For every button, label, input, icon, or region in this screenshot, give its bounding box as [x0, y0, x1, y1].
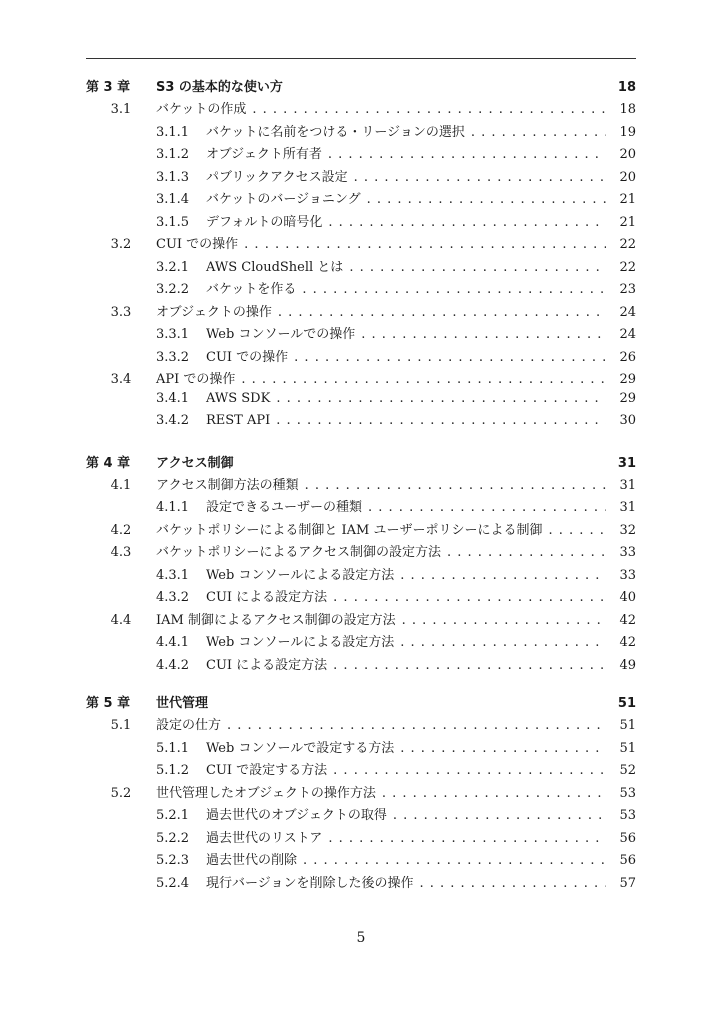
entry-number: 3.1.3	[156, 169, 190, 185]
entry-number	[86, 523, 156, 538]
toc-chapter-row[interactable]	[86, 76, 636, 98]
entry-title: バケットポリシーによる制御と IAM ユーザーポリシーによる制御	[156, 522, 543, 538]
dot-leader	[270, 391, 606, 406]
toc-subsection-row[interactable]	[86, 872, 636, 895]
entry-number-text: 3.2	[110, 237, 132, 252]
entry-number	[86, 786, 156, 801]
entry-title: バケットに名前をつける・リージョンの選択	[206, 124, 465, 140]
entry-number-text: 4.2	[110, 522, 132, 538]
entry-number: 3.1.1	[156, 124, 190, 140]
chapter-number: 第 4 章	[86, 455, 131, 471]
dot-leader	[396, 613, 606, 628]
toc-section-row[interactable]	[86, 609, 636, 632]
dot-leader	[542, 523, 606, 538]
entry-title: バケットのバージョニング	[206, 192, 361, 207]
entry-title: Web コンソールで設定する方法	[206, 740, 395, 756]
entry-title: オブジェクト所有者	[206, 147, 322, 162]
entry-number: 4.1.1	[156, 500, 190, 515]
toc-section-row[interactable]	[86, 301, 636, 324]
entry-number	[86, 372, 156, 387]
toc-subsection-row[interactable]	[86, 631, 636, 654]
toc-chapter-row[interactable]	[86, 692, 636, 714]
chapter-title: アクセス制御	[156, 455, 234, 471]
dot-leader	[355, 327, 606, 342]
toc-subsection-row[interactable]	[86, 564, 636, 587]
toc-section-row[interactable]	[86, 233, 636, 256]
toc-section-row[interactable]	[86, 474, 636, 497]
toc-subsection-row[interactable]	[86, 211, 636, 234]
dot-leader	[394, 741, 606, 756]
entry-page: 29	[619, 390, 636, 406]
entry-page: 30	[619, 413, 636, 428]
entry-page: 53	[619, 785, 636, 801]
entry-number	[86, 718, 156, 733]
entry-number: 5.1.1	[156, 740, 190, 756]
dot-leader	[238, 237, 606, 252]
toc-section-row[interactable]	[86, 714, 636, 737]
toc-subsection-row[interactable]	[86, 413, 636, 436]
toc-subsection-row[interactable]	[86, 654, 636, 677]
entry-title: バケットポリシーによるアクセス制御の設定方法	[156, 545, 441, 560]
entry-page: 52	[619, 763, 636, 778]
dot-leader	[270, 413, 606, 428]
dot-leader	[441, 545, 606, 560]
toc-subsection-row[interactable]	[86, 278, 636, 301]
entry-number: 5.2.4	[156, 875, 190, 891]
entry-number-text: 3.1	[110, 102, 132, 117]
entry-number	[86, 102, 156, 117]
dot-leader	[322, 147, 606, 162]
dot-leader	[299, 478, 606, 493]
toc-subsection-row[interactable]	[86, 827, 636, 850]
dot-leader	[413, 876, 606, 891]
entry-title: REST API	[206, 413, 271, 428]
entry-title: バケットの作成	[156, 102, 247, 117]
toc-subsection-row[interactable]	[86, 586, 636, 609]
dot-leader	[362, 500, 606, 515]
entry-number: 3.1.4	[156, 192, 190, 207]
entry-page: 22	[619, 259, 636, 275]
entry-page: 57	[619, 875, 636, 891]
entry-title: オブジェクトの操作	[156, 304, 272, 320]
toc-subsection-row[interactable]	[86, 323, 636, 346]
entry-title: Web コンソールによる設定方法	[206, 567, 395, 583]
entry-title: CUI による設定方法	[206, 590, 328, 605]
chapter-title: S3 の基本的な使い方	[156, 80, 283, 95]
toc-subsection-row[interactable]	[86, 188, 636, 211]
dot-leader	[327, 590, 606, 605]
dot-leader	[465, 125, 606, 140]
entry-title: AWS CloudShell とは	[206, 259, 344, 275]
entry-page: 51	[619, 740, 636, 756]
toc-subsection-row[interactable]	[86, 849, 636, 872]
toc-subsection-row[interactable]	[86, 143, 636, 166]
entry-page: 29	[619, 372, 636, 387]
dot-leader	[221, 718, 606, 733]
toc-subsection-row[interactable]	[86, 804, 636, 827]
chapter-number: 第 5 章	[86, 696, 131, 711]
entry-page: 56	[619, 853, 636, 868]
entry-number-text: 4.4	[110, 612, 132, 628]
entry-page: 18	[619, 102, 636, 117]
toc-subsection-row[interactable]	[86, 391, 636, 414]
entry-title: デフォルトの暗号化	[206, 214, 323, 230]
chapter-page: 31	[617, 455, 636, 471]
dot-leader	[322, 215, 606, 230]
dot-leader	[394, 635, 606, 650]
entry-number-text: 3.3	[110, 304, 132, 320]
entry-number	[86, 237, 156, 252]
chapter-title: 世代管理	[156, 696, 209, 711]
toc-section-row[interactable]	[86, 368, 636, 391]
entry-number: 3.4.2	[156, 413, 190, 428]
entry-number: 3.2.1	[156, 259, 190, 275]
entry-title: 現行バージョンを削除した後の操作	[206, 875, 414, 891]
entry-title: 設定できるユーザーの種類	[206, 500, 363, 515]
chapter-page: 51	[617, 696, 636, 711]
dot-leader	[327, 763, 606, 778]
dot-leader	[348, 170, 606, 185]
table-of-contents	[86, 76, 636, 894]
entry-title: 世代管理したオブジェクトの操作方法	[156, 785, 376, 801]
entry-title: Web コンソールでの操作	[206, 327, 356, 342]
entry-number: 3.1.5	[156, 214, 190, 230]
entry-number: 3.4.1	[156, 390, 190, 406]
dot-leader	[235, 372, 606, 387]
entry-number: 3.3.2	[156, 349, 190, 365]
entry-page: 19	[619, 124, 636, 140]
entry-page: 42	[619, 635, 636, 650]
entry-page: 53	[619, 808, 636, 823]
dot-leader	[322, 831, 606, 846]
entry-page: 31	[619, 500, 636, 515]
entry-title: AWS SDK	[206, 390, 271, 406]
entry-number: 4.3.2	[156, 590, 190, 605]
entry-title: パブリックアクセス設定	[206, 169, 348, 185]
entry-title: 過去世代の削除	[206, 853, 298, 868]
entry-number-text: 5.1	[110, 718, 132, 733]
entry-page: 49	[619, 657, 636, 673]
dot-leader	[246, 102, 606, 117]
entry-number-text: 3.4	[110, 372, 132, 387]
entry-number: 4.4.1	[156, 635, 190, 650]
dot-leader	[288, 350, 606, 365]
entry-number	[86, 478, 156, 493]
dot-leader	[327, 658, 606, 673]
entry-title: CUI での操作	[206, 349, 289, 365]
entry-number	[86, 545, 156, 560]
page-number: 5	[356, 930, 366, 946]
entry-title: アクセス制御方法の種類	[156, 477, 299, 493]
entry-title: CUI で設定する方法	[206, 763, 328, 778]
entry-page: 33	[619, 545, 636, 560]
entry-number: 4.4.2	[156, 657, 190, 673]
entry-number: 5.1.2	[156, 763, 190, 778]
entry-title: 過去世代のオブジェクトの取得	[206, 808, 387, 823]
entry-page: 23	[619, 282, 636, 297]
toc-section-row[interactable]	[86, 541, 636, 564]
entry-page: 56	[619, 830, 636, 846]
entry-page: 20	[619, 147, 636, 162]
entry-page: 51	[619, 718, 636, 733]
entry-title: IAM 制御によるアクセス制御の設定方法	[156, 612, 396, 628]
entry-number-text: 4.1	[110, 477, 132, 493]
top-rule	[86, 58, 636, 59]
entry-page: 40	[619, 590, 636, 605]
entry-number: 3.3.1	[156, 327, 190, 342]
dot-leader	[387, 808, 606, 823]
entry-number	[86, 305, 156, 320]
chapter-page: 18	[617, 80, 636, 95]
dot-leader	[361, 192, 606, 207]
toc-subsection-row[interactable]	[86, 759, 636, 782]
entry-page: 21	[619, 192, 636, 207]
entry-page: 24	[619, 304, 636, 320]
dot-leader	[272, 305, 606, 320]
entry-page: 24	[619, 327, 636, 342]
entry-page: 31	[619, 477, 636, 493]
entry-page: 42	[619, 612, 636, 628]
entry-number	[86, 613, 156, 628]
entry-number: 4.3.1	[156, 567, 190, 583]
dot-leader	[343, 260, 606, 275]
entry-page: 22	[619, 237, 636, 252]
entry-page: 20	[619, 169, 636, 185]
toc-section-row[interactable]	[86, 98, 636, 121]
entry-page: 33	[619, 567, 636, 583]
entry-number: 3.2.2	[156, 282, 190, 297]
entry-title: バケットを作る	[206, 282, 297, 297]
entry-number: 5.2.3	[156, 853, 190, 868]
toc-subsection-row[interactable]	[86, 737, 636, 760]
entry-title: 設定の仕方	[156, 718, 222, 733]
toc-subsection-row[interactable]	[86, 256, 636, 279]
entry-title: API での操作	[156, 372, 236, 387]
entry-title: CUI による設定方法	[206, 657, 328, 673]
entry-title: Web コンソールによる設定方法	[206, 635, 395, 650]
entry-number-text: 5.2	[110, 785, 132, 801]
dot-leader	[296, 282, 606, 297]
entry-number: 5.2.2	[156, 830, 190, 846]
dot-leader	[297, 853, 606, 868]
entry-number: 3.1.2	[156, 147, 190, 162]
toc-subsection-row[interactable]	[86, 346, 636, 369]
toc-subsection-row[interactable]	[86, 496, 636, 519]
toc-section-row[interactable]	[86, 782, 636, 805]
dot-leader	[376, 786, 606, 801]
toc-subsection-row[interactable]	[86, 166, 636, 189]
entry-number: 5.2.1	[156, 808, 190, 823]
toc-chapter-row[interactable]	[86, 452, 636, 474]
entry-page: 26	[619, 349, 636, 365]
entry-title: CUI での操作	[156, 237, 239, 252]
entry-page: 21	[619, 214, 636, 230]
entry-page: 32	[619, 522, 636, 538]
toc-section-row[interactable]	[86, 519, 636, 542]
entry-title: 過去世代のリストア	[206, 830, 323, 846]
dot-leader	[394, 568, 606, 583]
chapter-number: 第 3 章	[86, 80, 131, 95]
entry-number-text: 4.3	[110, 545, 132, 560]
toc-subsection-row[interactable]	[86, 121, 636, 144]
